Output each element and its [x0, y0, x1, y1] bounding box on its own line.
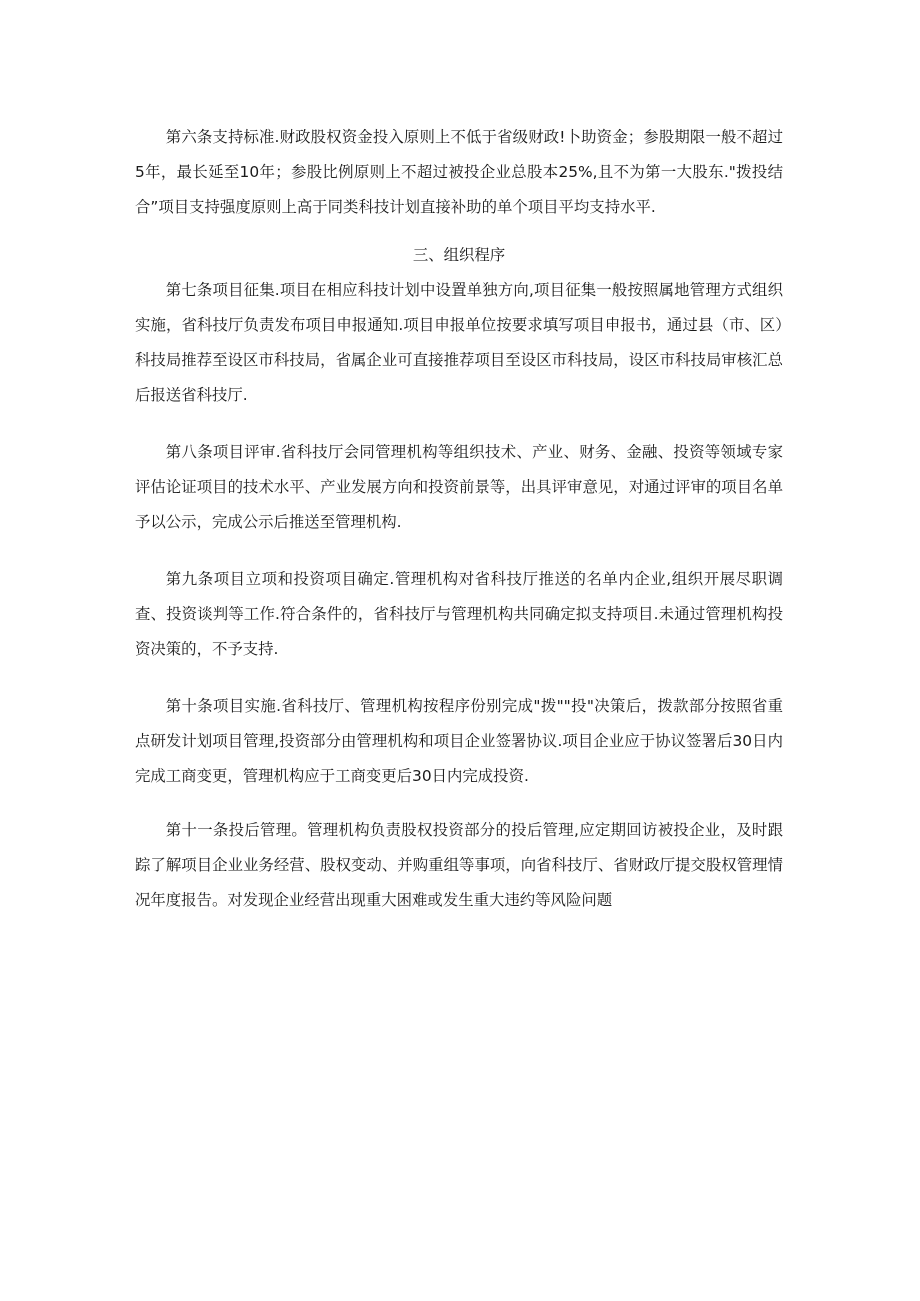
paragraph-article-8: 第八条项目评审.省科技厅会同管理机构等组织技术、产业、财务、金融、投资等领域专家评估论证项目的技术水平、产业发展方向和投资前景等，出具评审意见，对通过评审的项目名单予以公示，完成公示后推送至管理机构. [135, 443, 783, 531]
paragraph-article-11: 第十一条投后管理。管理机构负责股权投资部分的投后管理,应定期回访被投企业，及时跟踪了解项目企业业务经营、股权变动、并购重组等事项，向省科技厅、省财政厅提交股权管理情况年度报告。对发现企业经营出现重大困难或发生重大违约等风险问题 [135, 821, 783, 909]
spacer [135, 413, 783, 435]
paragraph-article-6: 第六条支持标准.财政股权资金投入原则上不低于省级财政!卜助资金；参股期限一般不超过5年，最长延至10年；参股比例原则上不超过被投企业总股本25%,且不为第一大股东."拨投结合”项目支持强度原则上高于同类科技计划直接补助的单个项目平均支持水平. [135, 128, 783, 216]
section-title: 三、组织程序 [412, 246, 506, 264]
paragraph-article-7: 第七条项目征集.项目在相应科技计划中设置单独方向,项目征集一般按照属地管理方式组织实施，省科技厅负责发布项目申报通知.项目申报单位按要求填写项目申报书，通过县（市、区）科技局推荐至设区市科技局，省属企业可直接推荐项目至设区市科技局，设区市科技局审核汇总后报送省科技厅. [135, 281, 783, 404]
spacer [135, 540, 783, 562]
spacer [135, 667, 783, 689]
spacer [135, 225, 783, 238]
paragraph-article-9: 第九条项目立项和投资项目确定.管理机构对省科技厅推送的名单内企业,组织开展尽职调查、投资谈判等工作.符合条件的，省科技厅与管理机构共同确定拟支持项目.未通过管理机构投资决策的，不予支持. [135, 570, 783, 658]
paragraph-article-10: 第十条项目实施.省科技厅、管理机构按程序份别完成"拨""投"决策后，拨款部分按照省重点研发计划项目管理,投资部分由管理机构和项目企业签署协议.项目企业应于协议签署后30日内完成工商变更，管理机构应于工商变更后30日内完成投资. [135, 697, 783, 785]
document-body [135, 120, 783, 918]
spacer [135, 794, 783, 813]
